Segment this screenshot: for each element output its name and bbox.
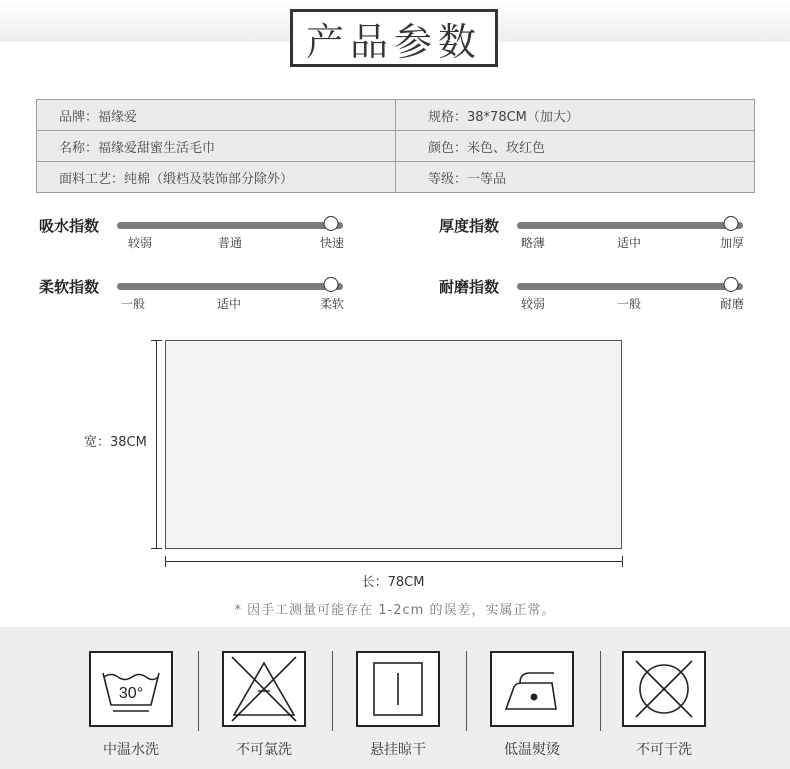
wash-30-icon: [89, 651, 173, 727]
width-label: 宽：38CM: [84, 435, 147, 450]
care-label: 不可氯洗: [236, 742, 292, 758]
meter-track: [517, 283, 743, 290]
length-label: 长：78CM: [361, 575, 425, 590]
care-item-wash: [89, 651, 173, 761]
wash-temp-text: 30°: [118, 685, 144, 702]
meter-label: 柔软指数: [39, 278, 100, 296]
meter-label: 厚度指数: [439, 217, 500, 235]
hang-dry-icon: [356, 651, 440, 727]
care-item-hang-dry: [356, 651, 440, 761]
meter-label: 吸水指数: [39, 217, 100, 235]
spec-name: 名称：福缘爱甜蜜生活毛巾: [37, 131, 396, 162]
meter-tick: 一般: [616, 297, 642, 311]
absorbency-meter: [39, 215, 349, 255]
meter-knob: [724, 277, 739, 292]
meter-knob: [324, 277, 339, 292]
no-dry-clean-icon: [622, 651, 706, 727]
meter-tick: 加厚: [719, 236, 745, 250]
meter-track: [117, 222, 343, 229]
no-bleach-graphic: [224, 653, 304, 725]
meter-tick: 普通: [217, 236, 243, 250]
spec-size: 规格：38*78CM（加大）: [396, 100, 755, 131]
spec-material: 面料工艺：纯棉（缎档及装饰部分除外）: [37, 162, 396, 193]
care-divider: [466, 651, 467, 731]
meter-knob: [324, 216, 339, 231]
table-row: [37, 100, 755, 131]
wash-30-graphic: [91, 653, 171, 725]
care-divider: [600, 651, 601, 731]
meter-knob: [724, 216, 739, 231]
care-item-low-iron: [490, 651, 574, 761]
hang-dry-graphic: [358, 653, 438, 725]
measurement-note: * 因手工测量可能存在 1-2cm 的误差，实属正常。: [234, 603, 556, 618]
no-bleach-icon: [222, 651, 306, 727]
meter-tick: 快速: [319, 236, 345, 250]
table-row: [37, 131, 755, 162]
care-item-no-dry-clean: [622, 651, 706, 761]
table-row: [37, 162, 755, 193]
meter-tick: 适中: [216, 297, 242, 311]
care-item-no-bleach: [222, 651, 306, 761]
care-divider: [198, 651, 199, 731]
width-dimension-line: [156, 340, 157, 549]
care-label: 中温水洗: [103, 742, 159, 758]
meter-tick: 略薄: [520, 236, 546, 250]
low-iron-icon: [490, 651, 574, 727]
meter-track: [517, 222, 743, 229]
care-label: 低温熨烫: [504, 742, 560, 758]
meter-tick: 柔软: [319, 297, 345, 311]
length-dimension-line: [165, 561, 622, 562]
width-dimension-cap: [151, 548, 162, 549]
spec-grade: 等级：一等品: [396, 162, 755, 193]
no-dry-clean-graphic: [624, 653, 704, 725]
width-dimension-cap: [151, 340, 162, 341]
spec-table: [36, 99, 755, 193]
length-dimension-cap: [622, 556, 623, 567]
meter-tick: 耐磨: [719, 297, 745, 311]
meter-tick: 较弱: [520, 297, 546, 311]
care-label: 不可干洗: [636, 742, 692, 758]
meter-tick: 一般: [120, 297, 146, 311]
care-divider: [332, 651, 333, 731]
page-title: 产品参数: [290, 9, 498, 67]
thickness-meter: [439, 215, 749, 255]
low-iron-graphic: [492, 653, 572, 725]
durability-meter: [439, 276, 749, 316]
towel-diagram: [165, 340, 622, 549]
softness-meter: [39, 276, 349, 316]
spec-brand: 品牌：福缘爱: [37, 100, 396, 131]
spec-color: 颜色：米色、玫红色: [396, 131, 755, 162]
care-label: 悬挂晾干: [370, 742, 426, 758]
meter-tick: 适中: [616, 236, 642, 250]
meter-label: 耐磨指数: [439, 278, 500, 296]
meter-track: [117, 283, 343, 290]
length-dimension-cap: [165, 556, 166, 567]
meter-tick: 较弱: [127, 236, 153, 250]
